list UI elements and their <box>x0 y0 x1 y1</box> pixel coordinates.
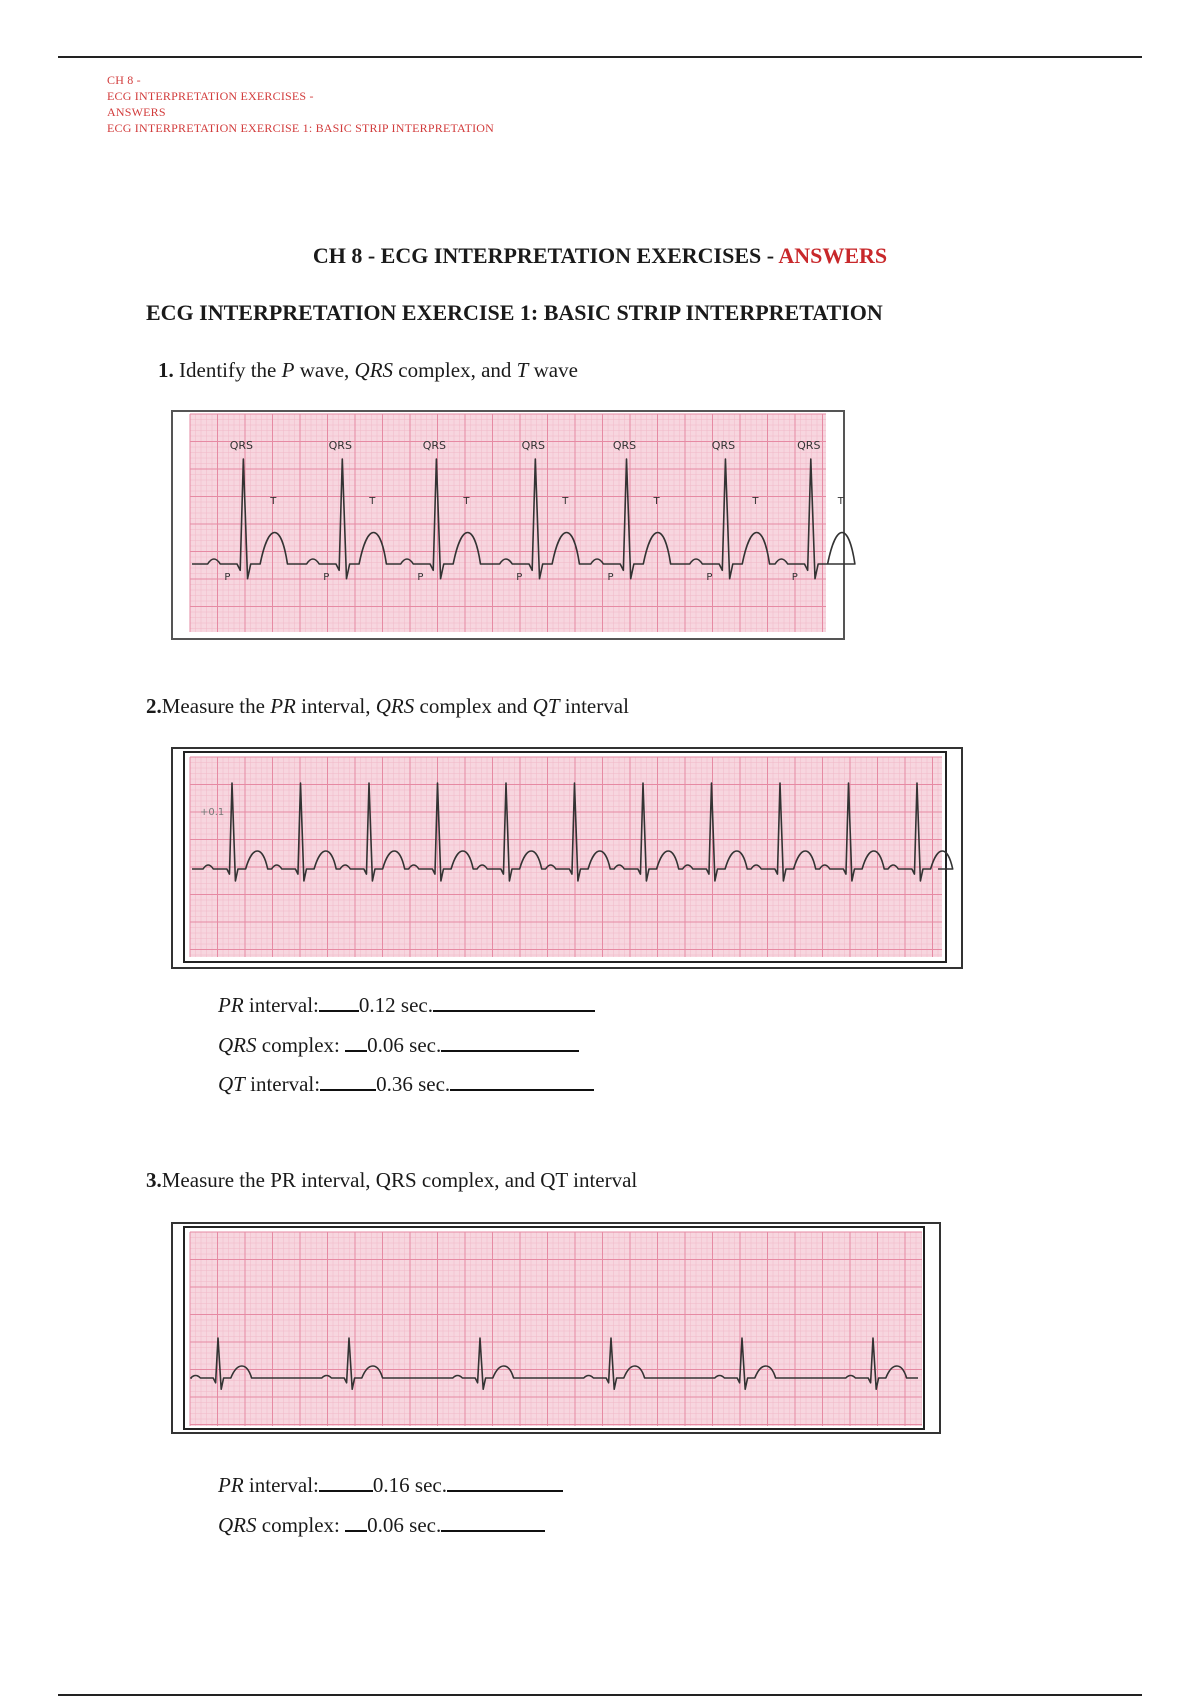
ecg-wave-label: QRS <box>229 439 253 452</box>
answer-suffix: interval: <box>243 993 319 1017</box>
question-term: P <box>281 358 295 382</box>
answer-row <box>218 1071 594 1097</box>
ecg-wave-label: P <box>791 572 798 583</box>
answer-blank <box>447 1472 563 1492</box>
answer-label: QT <box>218 1072 245 1096</box>
ecg-wave-label: QRS <box>521 439 545 452</box>
ecg-wave-label: QRS <box>711 439 736 452</box>
answer-blank <box>319 1472 373 1492</box>
ecg-strip-2-graphic <box>190 757 942 957</box>
question-term: PR <box>270 694 296 718</box>
question-3 <box>146 1168 637 1193</box>
ecg-wave-label: T <box>463 496 470 507</box>
question-term: QRS <box>354 358 394 382</box>
answer-row <box>218 1512 545 1538</box>
question-number: 2. <box>146 694 162 718</box>
ecg-wave-label: T <box>837 496 844 507</box>
breadcrumb-item: ECG INTERPRETATION EXERCISE 1: BASIC STRIP INTERPRETATION <box>107 121 495 135</box>
answer-row <box>218 992 595 1018</box>
breadcrumb-item: CH 8 - <box>107 73 141 87</box>
answer-suffix: interval: <box>243 1473 319 1497</box>
question-2 <box>146 694 629 719</box>
question-1 <box>158 358 578 383</box>
answer-blank <box>433 992 595 1012</box>
ecg-wave-label: QRS <box>797 439 821 452</box>
answer-label: PR <box>218 993 244 1017</box>
breadcrumb-item: ANSWERS <box>107 105 166 119</box>
answer-label: QRS <box>218 1513 257 1537</box>
question-term: QT <box>532 694 560 718</box>
ecg-wave-label: QRS <box>612 439 637 452</box>
question-text: complex and <box>414 694 533 718</box>
answer-blank <box>441 1512 545 1532</box>
breadcrumb-item: ECG INTERPRETATION EXERCISES - <box>107 89 314 103</box>
answer-blank <box>345 1032 367 1052</box>
ecg-wave-label: QRS <box>328 439 352 452</box>
ecg-wave-label: P <box>516 572 523 583</box>
answer-value: 0.12 sec. <box>358 993 433 1017</box>
answer-row <box>218 1472 563 1498</box>
question-text: complex, and <box>393 358 517 382</box>
ecg-wave-label: T <box>562 496 569 507</box>
answer-row <box>218 1032 579 1058</box>
question-text: Measure the <box>161 694 271 718</box>
answer-suffix: complex: <box>256 1513 346 1537</box>
answer-suffix: complex: <box>256 1033 346 1057</box>
ecg-wave-label: T <box>653 496 660 507</box>
ecg-strip-3 <box>171 1222 941 1434</box>
answer-value: 0.06 sec. <box>367 1513 442 1537</box>
answer-value: 0.06 sec. <box>367 1033 442 1057</box>
ecg-wave-label: P <box>417 572 424 583</box>
question-text: wave <box>528 358 578 382</box>
top-rule <box>58 56 1142 58</box>
ecg-wave-label: T <box>752 496 759 507</box>
answer-value: 0.36 sec. <box>376 1072 451 1096</box>
question-text: interval <box>559 694 629 718</box>
answer-suffix: interval: <box>244 1072 321 1096</box>
answer-blank <box>320 1071 376 1091</box>
page-title <box>0 243 1200 269</box>
question-text: interval, <box>295 694 376 718</box>
ecg-wave-label: T <box>270 496 277 507</box>
question-term: QRS <box>375 694 415 718</box>
question-number: 3. <box>146 1168 162 1192</box>
answer-value: 0.16 sec. <box>372 1473 447 1497</box>
question-text: Identify the <box>173 358 282 382</box>
question-text: wave, <box>294 358 355 382</box>
ecg-wave-label: P <box>323 572 330 583</box>
ecg-strip-3-graphic <box>190 1232 922 1426</box>
question-number: 1. <box>158 358 174 382</box>
answer-label: PR <box>218 1473 244 1497</box>
answer-blank <box>441 1032 579 1052</box>
ecg-strip-2 <box>171 747 963 969</box>
page-title-main: CH 8 - ECG INTERPRETATION EXERCISES - <box>312 243 779 268</box>
ecg-wave-label: P <box>224 572 231 583</box>
calibration-label: +0.1 <box>200 807 225 818</box>
question-text: Measure the PR interval, QRS complex, and QT interval <box>161 1168 638 1192</box>
answer-blank <box>319 992 359 1012</box>
ecg-wave-label: P <box>706 572 713 583</box>
page-title-highlight: ANSWERS <box>778 243 888 268</box>
ecg-strip-1-graphic <box>190 414 844 632</box>
ecg-strip-1 <box>171 410 845 640</box>
question-term: T <box>516 358 529 382</box>
bottom-rule <box>58 1694 1142 1696</box>
breadcrumb <box>107 72 494 136</box>
ecg-wave-label: QRS <box>422 439 447 452</box>
answer-blank <box>450 1071 594 1091</box>
ecg-wave-label: P <box>607 572 614 583</box>
ecg-wave-label: T <box>369 496 376 507</box>
answer-label: QRS <box>218 1033 257 1057</box>
answer-blank <box>345 1512 367 1532</box>
section-title: ECG INTERPRETATION EXERCISE 1: BASIC STRIP INTERPRETATION <box>146 300 883 325</box>
